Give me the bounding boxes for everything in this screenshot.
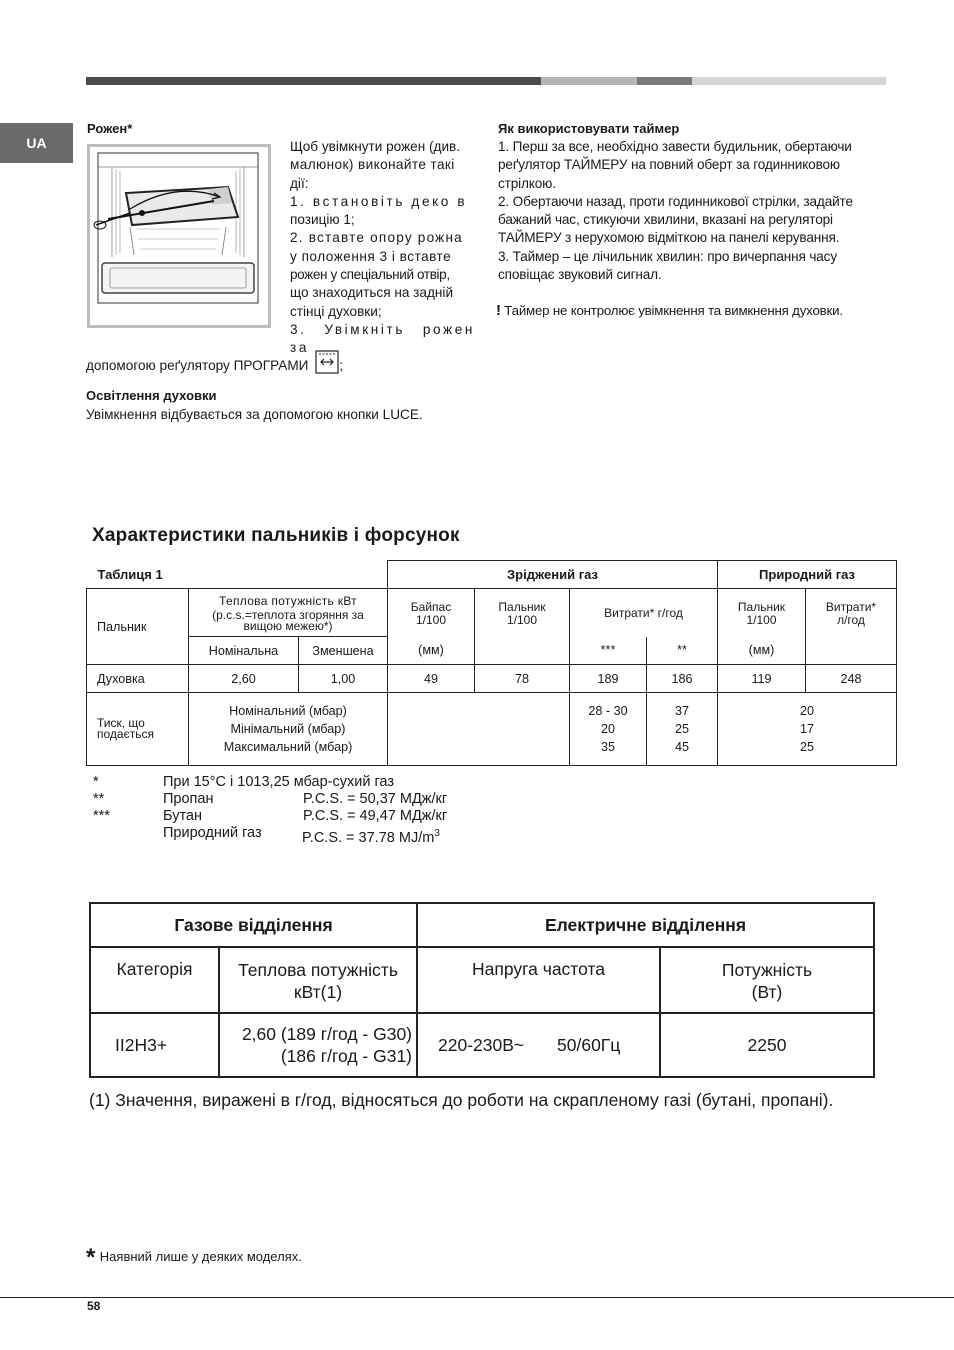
nat-nozzle-line: 1/100: [746, 612, 777, 627]
pressure-name: Максимальний (мбар): [223, 740, 353, 754]
note-row: [93, 825, 447, 847]
butane-marker: ***: [570, 637, 647, 665]
bypass-header: [388, 589, 475, 637]
header-bar-light: [541, 77, 637, 85]
oven-nominal: 2,60: [189, 665, 299, 693]
rotisserie-line: дії:: [290, 175, 309, 191]
propane-pressure: 37: [674, 704, 689, 718]
rotisserie-line: 3. Увімкніть рожен за: [290, 321, 475, 356]
table-row: [90, 1013, 874, 1077]
bypass-mm: (мм): [388, 637, 475, 665]
nat-nozzle-mm: (мм): [718, 637, 806, 665]
rotisserie-instructions: [290, 138, 475, 358]
natural-pressure: 20: [800, 704, 815, 718]
heat-power-header: [189, 589, 388, 637]
lighting-title: Освітлення духовки: [86, 388, 217, 403]
note-mark: **: [93, 791, 105, 807]
natural-pressures: [718, 693, 897, 766]
rotisserie-line: позицію 1;: [290, 212, 355, 228]
propane-pressure: 25: [674, 722, 689, 736]
oven-row-name: Духовка: [87, 665, 189, 693]
heat-value-line: (186 г/год - G31): [280, 1046, 413, 1066]
butane-pressure: 20: [600, 722, 615, 736]
power-value: 2250: [660, 1013, 874, 1077]
timer-warning-text: Таймер не контролює увімкнення та вимкнення духовки.: [504, 303, 843, 318]
availability-note: [86, 1244, 302, 1272]
category-value: II2H3+: [90, 1013, 219, 1077]
rotisserie-last-suffix: ;: [339, 358, 343, 373]
heat-power-header-2: [219, 947, 417, 1013]
power-header-line: Потужність: [721, 960, 813, 980]
note-superscript: 3: [434, 828, 440, 839]
timer-title: Як використовувати таймер: [498, 121, 680, 136]
natural-pressure: 17: [800, 722, 815, 736]
pressure-blank: [388, 693, 570, 766]
voltage-value: [417, 1013, 660, 1077]
language-tab: UA: [0, 123, 73, 163]
oven-nozzle: 78: [475, 665, 570, 693]
oven-butane: 189: [570, 665, 647, 693]
note-value: P.C.S. = 49,47 МДж/кг: [303, 808, 448, 824]
oven-reduced: 1,00: [299, 665, 388, 693]
nat-consumption-line: л/год: [837, 612, 865, 627]
lighting-text: Увімкнення відбувається за допомогою кнопки LUCE.: [86, 407, 423, 422]
butane-pressures: [570, 693, 647, 766]
timer-line: стрілкою.: [498, 175, 556, 191]
timer-line: сповіщає звуковий сигнал.: [498, 267, 662, 283]
butane-pressure: 35: [600, 740, 615, 754]
table-row: [87, 665, 897, 693]
nozzle-header: [475, 589, 570, 637]
timer-line: реґулятор ТАЙМЕРУ на повний оберт за годинниковою: [498, 157, 840, 173]
butane-pressure: 28 - 30: [588, 704, 628, 718]
rotisserie-program-icon: [315, 350, 339, 379]
oven-bypass: 49: [388, 665, 475, 693]
availability-text: Наявний лише у деяких моделях.: [99, 1249, 302, 1264]
heat-power-line: вищою межею*): [243, 619, 333, 633]
voltage-header: Напруга частота: [417, 947, 660, 1013]
note-row: [93, 808, 447, 825]
footer-divider: [0, 1297, 954, 1298]
note-gas: Пропан: [163, 791, 214, 807]
note-text: При 15°C і 1013,25 мбар-сухий газ: [163, 774, 394, 790]
propane-pressure: 45: [674, 740, 689, 754]
note-gas: Бутан: [163, 808, 202, 824]
pressure-label-line: Тиск, що: [97, 716, 145, 730]
oven-nat-nozzle: 119: [718, 665, 806, 693]
category-header: Категорія: [90, 947, 219, 1013]
nat-consumption-line: Витрати*: [825, 599, 877, 614]
note-row: [93, 791, 447, 808]
nozzle-line: Пальник: [498, 599, 546, 614]
rotisserie-line: малюнок) виконайте такі: [290, 157, 455, 173]
oven-illustration-icon: [90, 147, 268, 325]
pressure-label-line: подається: [97, 727, 154, 741]
note-gas: Природний газ: [163, 825, 262, 841]
voltage-text: 220-230В~: [438, 1034, 525, 1055]
electric-compartment-header: Електричне відділення: [417, 903, 874, 947]
nat-nozzle-line: Пальник: [737, 599, 786, 614]
note-value-text: P.C.S. = 37.78 MJ/m: [302, 829, 435, 846]
note-value: [302, 825, 440, 847]
rotisserie-line: стінці духовки;: [290, 303, 382, 319]
note-value: P.C.S. = 50,37 МДж/кг: [303, 791, 448, 807]
oven-propane: 186: [647, 665, 718, 693]
lpg-header: Зріджений газ: [388, 561, 718, 589]
pressure-label: [87, 693, 189, 766]
rotisserie-line: Щоб увімкнути рожен (див.: [290, 139, 461, 154]
nozzle-line: 1/100: [506, 612, 538, 627]
pressure-name: Номінальний (мбар): [229, 704, 347, 718]
natural-gas-header: Природний газ: [718, 561, 897, 589]
rotisserie-title: Рожен*: [87, 121, 133, 136]
heat-value-line: 2,60 (189 г/год - G30): [241, 1024, 413, 1044]
header-bar-mid: [637, 77, 692, 85]
nat-consumption-header: [806, 589, 897, 637]
pressure-names: [189, 693, 388, 766]
consumption-header: Витрати* г/год: [570, 589, 718, 637]
pressure-name: Мінімальний (мбар): [230, 722, 346, 736]
warning-icon: !: [496, 302, 501, 319]
rotisserie-line: 2. вставте опору рожна: [290, 230, 463, 246]
compartment-table: [89, 902, 875, 1078]
burner-header: Пальник: [87, 589, 189, 665]
heat-header-line: кВт(1): [293, 982, 343, 1002]
header-bar-pale: [692, 77, 886, 85]
bypass-line: 1/100: [415, 612, 447, 627]
bypass-line: Байпас: [410, 599, 452, 614]
rotisserie-line: 1. встановіть деко в: [290, 193, 468, 209]
heat-value: [219, 1013, 417, 1077]
rotisserie-line: рожен у спеціальний отвір,: [290, 267, 450, 283]
reduced-header: Зменшена: [299, 637, 388, 665]
timer-warning: [496, 302, 843, 319]
table2-footnote: (1) Значення, виражені в г/год, відносяться до роботи на скрапленому газі (бутані, пропані).: [89, 1090, 834, 1110]
table-row: [87, 693, 897, 766]
gas-compartment-header: Газове відділення: [90, 903, 417, 947]
asterisk-mark: *: [86, 1244, 96, 1271]
frequency-text: 50/60Гц: [557, 1034, 621, 1055]
page-number: 58: [87, 1299, 101, 1313]
timer-line: бажаний час, стикуючи хвилини, вказані на регуляторі: [498, 212, 833, 228]
heat-power-line: Теплова потужність кВт: [219, 594, 357, 608]
rotisserie-line: що знаходиться на задній: [290, 285, 454, 301]
note-mark: ***: [93, 808, 110, 824]
rotisserie-last-line: [86, 350, 343, 379]
natural-pressure: 25: [800, 740, 815, 754]
oven-nat-consumption: 248: [806, 665, 897, 693]
nozzle-mm-blank: [475, 637, 570, 665]
timer-line: 1. Перш за все, необхідно завести будильник, обертаючи: [498, 139, 852, 154]
note-row: [93, 774, 447, 791]
gas-notes: [93, 774, 447, 847]
nat-nozzle-header: [718, 589, 806, 637]
timer-instructions: [498, 138, 888, 284]
power-header-line: (Вт): [751, 982, 783, 1002]
propane-pressures: [647, 693, 718, 766]
power-header: [660, 947, 874, 1013]
burners-section-title: Характеристики пальників і форсунок: [92, 525, 460, 546]
table-caption: Таблиця 1: [87, 561, 388, 589]
propane-marker: **: [647, 637, 718, 665]
timer-line: ТАЙМЕРУ з нерухомою відміткою на панелі керування.: [498, 230, 840, 246]
heat-power-line: (p.c.s.=теплота згоряння за: [212, 608, 364, 622]
timer-line: 2. Обертаючи назад, проти годинникової стрілки, задайте: [498, 193, 853, 209]
header-bar-dark: [86, 77, 541, 85]
oven-rotisserie-figure: [87, 144, 271, 328]
timer-line: 3. Таймер – це лічильник хвилин: про вичерпання часу: [498, 248, 837, 264]
rotisserie-line: у положення 3 і вставте: [290, 248, 452, 264]
heat-header-line: Теплова потужність: [238, 960, 398, 980]
nat-cons-blank: [806, 637, 897, 665]
nominal-header: Номінальна: [189, 637, 299, 665]
rotisserie-last-text: допомогою реґулятору ПРОГРАМИ: [86, 358, 309, 373]
note-mark: *: [93, 774, 99, 790]
burner-specs-table: [86, 560, 897, 766]
